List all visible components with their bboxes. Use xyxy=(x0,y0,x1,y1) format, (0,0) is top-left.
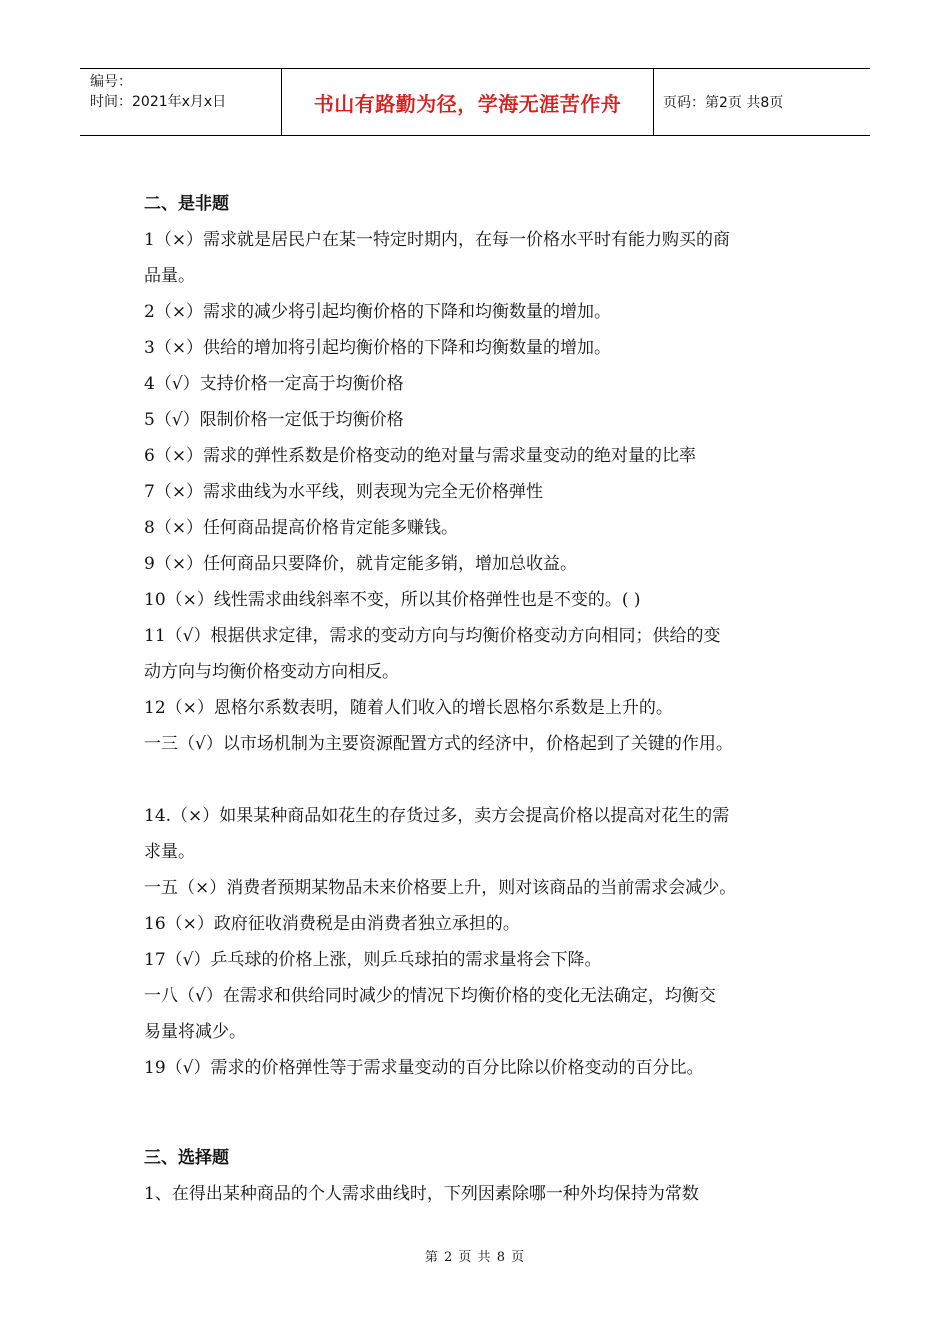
text-line: 19（√）需求的价格弹性等于需求量变动的百分比除以价格变动的百分比。 xyxy=(144,1058,704,1078)
text-line: 9（×）任何商品只要降价，就肯定能多销，增加总收益。 xyxy=(144,554,578,574)
page-footer: 第 2 页 共 8 页 xyxy=(424,1250,526,1265)
text-line: 2（×）需求的减少将引起均衡价格的下降和均衡数量的增加。 xyxy=(144,302,612,322)
text-line: 易量将减少。 xyxy=(144,1022,246,1042)
text-line: 14.（×）如果某种商品如花生的存货过多，卖方会提高价格以提高对花生的需 xyxy=(144,806,730,826)
section-title-choice: 三、选择题 xyxy=(144,1148,229,1168)
header-page-info: 页码：第2页 共8页 xyxy=(663,95,784,111)
text-line: 6（×）需求的弹性系数是价格变动的绝对量与需求量变动的绝对量的比率 xyxy=(144,446,697,466)
spacer xyxy=(144,1086,816,1140)
text-line: 4（√）支持价格一定高于均衡价格 xyxy=(144,374,404,394)
text-line: 一三（√）以市场机制为主要资源配置方式的经济中，价格起到了关键的作用。 xyxy=(144,734,733,754)
page-header xyxy=(80,68,870,136)
document-body xyxy=(144,186,816,1212)
text-line: 5（√）限制价格一定低于均衡价格 xyxy=(144,410,404,430)
text-line: 求量。 xyxy=(144,842,195,862)
text-line: 12（×）恩格尔系数表明，随着人们收入的增长恩格尔系数是上升的。 xyxy=(144,698,673,718)
text-line: 10（×）线性需求曲线斜率不变，所以其价格弹性也是不变的。( ) xyxy=(144,590,641,610)
text-line: 3（×）供给的增加将引起均衡价格的下降和均衡数量的增加。 xyxy=(144,338,612,358)
text-line: 一五（×）消费者预期某物品未来价格要上升，则对该商品的当前需求会减少。 xyxy=(144,878,737,898)
header-meta xyxy=(80,69,282,135)
section-title-true-false: 二、是非题 xyxy=(144,194,229,214)
text-line: 一八（√）在需求和供给同时减少的情况下均衡价格的变化无法确定，均衡交 xyxy=(144,986,716,1006)
serial-label: 编号： xyxy=(90,74,132,90)
text-line: 8（×）任何商品提高价格肯定能多赚钱。 xyxy=(144,518,459,538)
text-line: 动方向与均衡价格变动方向相反。 xyxy=(144,662,399,682)
text-line: 17（√）乒乓球的价格上涨，则乒乓球拍的需求量将会下降。 xyxy=(144,950,602,970)
spacer xyxy=(144,762,816,798)
text-line: 品量。 xyxy=(144,266,195,286)
text-line: 1、在得出某种商品的个人需求曲线时，下列因素除哪一种外均保持为常数 xyxy=(144,1184,699,1204)
text-line: 11（√）根据供求定律，需求的变动方向与均衡价格变动方向相同；供给的变 xyxy=(144,626,721,646)
text-line: 7（×）需求曲线为水平线，则表现为完全无价格弹性 xyxy=(144,482,544,502)
text-line: 1（×）需求就是居民户在某一特定时期内，在每一价格水平时有能力购买的商 xyxy=(144,230,731,250)
text-line: 16（×）政府征收消费税是由消费者独立承担的。 xyxy=(144,914,520,934)
date-label: 时间：2021年x月x日 xyxy=(90,94,227,110)
header-motto: 书山有路勤为径，学海无涯苦作舟 xyxy=(282,69,654,135)
